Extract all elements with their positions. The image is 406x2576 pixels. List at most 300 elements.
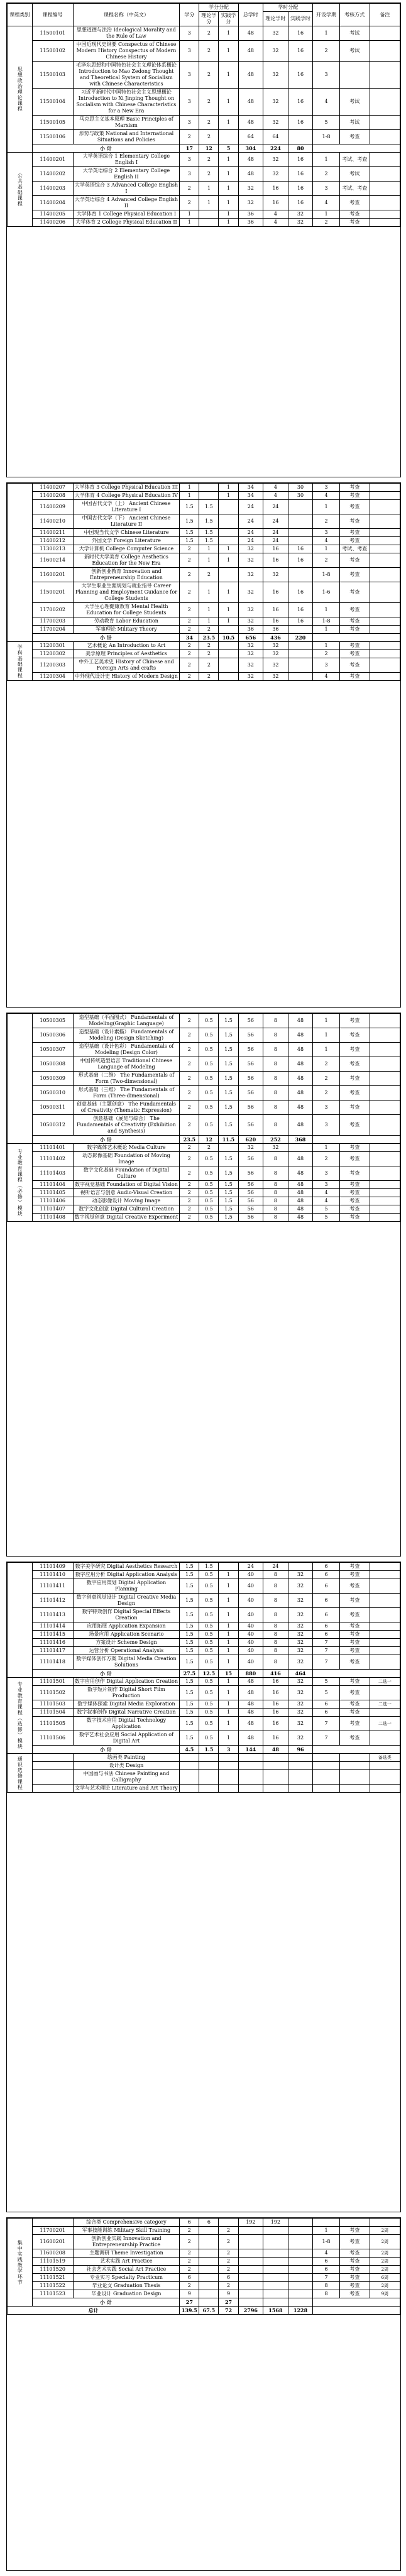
course-remarks xyxy=(370,62,400,89)
course-practice-credit: 1.5 xyxy=(219,1152,238,1166)
course-theory-credit: 2 xyxy=(199,673,219,681)
course-semester: 1 xyxy=(313,626,339,634)
category-cell: 学科基础课程 xyxy=(8,642,33,681)
course-practice-hours xyxy=(288,1144,313,1152)
course-remarks xyxy=(370,1181,400,1189)
course-practice-hours: 32 xyxy=(288,1731,313,1746)
course-name: 毛泽东思想和中国特色社会主义理论体系概论 Introduction to Mao Zedong Thought and Theoretical System of Socialism with Chinese Characteristics xyxy=(73,62,180,89)
course-theory-hours: 8 xyxy=(263,1608,288,1622)
course-assessment xyxy=(339,2219,370,2227)
course-practice-credit: 1 xyxy=(219,219,238,227)
subtotal-practice-hours: 80 xyxy=(288,144,313,153)
course-semester: 6 xyxy=(313,1622,339,1631)
table-row xyxy=(8,492,400,500)
header-hour-dist: 学时分配 xyxy=(263,4,313,12)
course-practice-hours: 32 xyxy=(288,1709,313,1717)
table-row xyxy=(8,1028,400,1043)
course-theory-credit: 0.5 xyxy=(199,1686,219,1700)
course-code: 11101404 xyxy=(32,1181,73,1189)
course-credits: 2 xyxy=(180,1205,199,1214)
course-practice-credit: 2 xyxy=(219,2249,238,2258)
course-credits: 2 xyxy=(180,553,199,568)
course-theory-hours: 32 xyxy=(263,650,288,658)
course-practice-hours xyxy=(288,1785,313,1793)
course-assessment: 考查 xyxy=(339,1152,370,1166)
course-code: 11101519 xyxy=(32,2258,73,2266)
course-semester: 6 xyxy=(313,1571,339,1579)
course-assessment: 考查 xyxy=(339,603,370,617)
course-semester: 2 xyxy=(313,1057,339,1072)
course-name: 场景应用 Application Scenario xyxy=(73,1631,180,1639)
table-row xyxy=(8,182,400,196)
subtotal-practice-hours: 368 xyxy=(288,1136,313,1144)
course-name: 思想道德与法治 Ideological Morality and the Rule of Law xyxy=(73,26,180,41)
subtotal-empty xyxy=(313,1670,400,1678)
course-code: 11500102 xyxy=(32,41,73,62)
course-code: 11700203 xyxy=(32,617,73,626)
course-total-hours: 56 xyxy=(238,1101,263,1115)
course-theory-credit: 1 xyxy=(199,553,219,568)
course-semester: 8 xyxy=(313,2290,339,2298)
subtotal-practice-hours: 464 xyxy=(288,1670,313,1678)
course-semester: 1 xyxy=(313,1028,339,1043)
course-assessment: 考查 xyxy=(339,626,370,634)
course-assessment xyxy=(339,62,370,89)
course-theory-hours: 16 xyxy=(263,1709,288,1717)
course-theory-hours: 16 xyxy=(263,582,288,603)
table-row xyxy=(8,2258,400,2266)
course-theory-credit: 0.5 xyxy=(199,1608,219,1622)
course-practice-hours: 16 xyxy=(288,196,313,210)
course-theory-hours: 8 xyxy=(263,1579,288,1594)
course-credits: 2 xyxy=(180,196,199,210)
course-practice-credit: 1.5 xyxy=(219,1197,238,1205)
header-practice-hours: 实践学时 xyxy=(288,12,313,26)
course-assessment: 考查 xyxy=(339,1166,370,1181)
course-theory-credit: 0.5 xyxy=(199,1700,219,1709)
subtotal-practice-credit: 15 xyxy=(219,1670,238,1678)
course-practice-credit xyxy=(219,1563,238,1571)
course-practice-credit: 1.5 xyxy=(219,1014,238,1028)
header-assessment: 考核方式 xyxy=(339,4,370,26)
course-semester: 4 xyxy=(313,537,339,545)
course-name: 动态影像基础 Foundation of Moving Image xyxy=(73,1152,180,1166)
course-practice-credit: 1 xyxy=(219,492,238,500)
course-remarks xyxy=(370,553,400,568)
course-total-hours: 40 xyxy=(238,1608,263,1622)
course-remarks: 2周 xyxy=(370,2258,400,2266)
course-credits: 2 xyxy=(180,568,199,582)
course-remarks xyxy=(370,658,400,673)
course-name: 大学计算机 College Computer Science xyxy=(73,545,180,553)
course-assessment: 考试、考查 xyxy=(339,153,370,167)
course-credits: 2 xyxy=(180,1181,199,1189)
course-code xyxy=(32,1770,73,1785)
course-theory-hours: 32 xyxy=(263,167,288,182)
course-assessment: 考查 xyxy=(339,2227,370,2235)
course-assessment: 考试 xyxy=(339,89,370,116)
course-assessment: 考查 xyxy=(339,1072,370,1086)
course-total-hours: 56 xyxy=(238,1014,263,1028)
course-semester: 2 xyxy=(313,167,339,182)
subtotal-row xyxy=(8,1670,400,1678)
course-credits: 3 xyxy=(180,41,199,62)
table-row xyxy=(8,1214,400,1222)
course-remarks: 二选一 xyxy=(370,1717,400,1731)
table-row xyxy=(8,1197,400,1205)
course-theory-credit: 1 xyxy=(199,603,219,617)
course-practice-credit: 1 xyxy=(219,1700,238,1709)
course-theory-credit xyxy=(199,1770,219,1785)
course-practice-hours xyxy=(288,1770,313,1785)
table-row xyxy=(8,617,400,626)
course-credits: 2 xyxy=(180,2258,199,2266)
course-code: 10500307 xyxy=(32,1043,73,1057)
course-table xyxy=(7,1562,400,1793)
course-assessment: 考查 xyxy=(339,1181,370,1189)
course-practice-credit: 1 xyxy=(219,1571,238,1579)
course-practice-credit xyxy=(219,130,238,144)
course-remarks: 2周 xyxy=(370,2249,400,2258)
course-practice-hours: 16 xyxy=(288,89,313,116)
course-total-hours xyxy=(238,2258,263,2266)
course-practice-credit: 1.5 xyxy=(219,1115,238,1136)
course-theory-credit: 1.5 xyxy=(199,1563,219,1571)
table-row xyxy=(8,210,400,219)
course-credits: 1.5 xyxy=(180,514,199,529)
course-assessment: 考试 xyxy=(339,41,370,62)
course-credits: 2 xyxy=(180,673,199,681)
table-row xyxy=(8,2235,400,2249)
table-row xyxy=(8,1057,400,1072)
course-semester: 3 xyxy=(313,1101,339,1115)
course-assessment: 考查 xyxy=(339,1622,370,1631)
course-practice-credit: 1 xyxy=(219,182,238,196)
course-theory-credit: 0.5 xyxy=(199,1214,219,1222)
course-theory-credit: 0.5 xyxy=(199,1043,219,1057)
course-theory-credit xyxy=(199,210,219,219)
course-theory-hours: 8 xyxy=(263,1115,288,1136)
course-practice-hours xyxy=(288,626,313,634)
course-practice-hours: 32 xyxy=(288,1655,313,1670)
course-name: 数字美学研究 Digital Aesthetics Research xyxy=(73,1563,180,1571)
table-row xyxy=(8,2249,400,2258)
course-remarks xyxy=(370,1762,400,1770)
course-credits: 1.5 xyxy=(180,537,199,545)
course-name: 数字文化基础 Foundation of Digital Culture xyxy=(73,1166,180,1181)
course-practice-hours: 32 xyxy=(288,1579,313,1594)
course-name: 创新创业实践 Innovation and Entrepreneurship Practice xyxy=(73,2235,180,2249)
course-assessment: 考查 xyxy=(339,500,370,514)
course-practice-hours: 32 xyxy=(288,1622,313,1631)
course-practice-credit: 2 xyxy=(219,2266,238,2274)
course-practice-credit: 1 xyxy=(219,89,238,116)
course-theory-hours xyxy=(263,1754,288,1762)
table-row xyxy=(8,1631,400,1639)
course-code: 11101407 xyxy=(32,1205,73,1214)
course-practice-credit: 1.5 xyxy=(219,1028,238,1043)
course-code: 11500105 xyxy=(32,116,73,130)
course-assessment: 考查 xyxy=(339,2249,370,2258)
course-total-hours xyxy=(238,2274,263,2282)
course-name: 数字应用策划 Digital Application Planning xyxy=(73,1579,180,1594)
course-theory-credit: 2 xyxy=(199,41,219,62)
course-semester: 3 xyxy=(313,529,339,537)
course-practice-credit: 1.5 xyxy=(219,1205,238,1214)
course-theory-credit: 1.5 xyxy=(199,529,219,537)
course-practice-credit: 1 xyxy=(219,545,238,553)
course-theory-credit: 0.5 xyxy=(199,1086,219,1101)
course-practice-hours: 32 xyxy=(288,1647,313,1655)
course-practice-hours xyxy=(288,2227,313,2235)
course-assessment: 考试、考查 xyxy=(339,182,370,196)
course-assessment: 考查 xyxy=(339,2282,370,2290)
course-semester xyxy=(313,1754,339,1762)
course-theory-credit: 0.5 xyxy=(199,1028,219,1043)
course-table xyxy=(7,483,400,681)
course-code: 11700204 xyxy=(32,626,73,634)
course-name: 数字应用分析 Digital Application Analysis xyxy=(73,1571,180,1579)
course-theory-hours: 64 xyxy=(263,130,288,144)
course-total-hours xyxy=(238,1785,263,1793)
course-practice-hours: 48 xyxy=(288,1152,313,1166)
course-total-hours: 24 xyxy=(238,537,263,545)
course-code: 10500308 xyxy=(32,1057,73,1072)
course-theory-hours: 4 xyxy=(263,210,288,219)
course-theory-credit: 2 xyxy=(199,62,219,89)
course-credits xyxy=(180,1785,199,1793)
course-remarks xyxy=(370,1152,400,1166)
course-assessment: 考查 xyxy=(339,1731,370,1746)
course-remarks xyxy=(370,1028,400,1043)
course-practice-hours: 16 xyxy=(288,26,313,41)
table-row xyxy=(8,1608,400,1622)
course-code: 11600208 xyxy=(32,2249,73,2258)
course-credits: 2 xyxy=(180,642,199,650)
course-assessment: 考查 xyxy=(339,1214,370,1222)
course-code: 11101406 xyxy=(32,1197,73,1205)
course-name: 数字媒体创作方案 Digital Media Creation Solutions xyxy=(73,1655,180,1670)
course-semester: 6 xyxy=(313,1700,339,1709)
course-practice-hours: 16 xyxy=(288,153,313,167)
course-theory-hours xyxy=(263,2235,288,2249)
course-practice-credit: 1 xyxy=(219,603,238,617)
subtotal-credits: 34 xyxy=(180,634,199,642)
grand-total-label: 总计 xyxy=(8,2307,180,2315)
course-credits: 6 xyxy=(180,2274,199,2282)
course-practice-credit: 1 xyxy=(219,1594,238,1608)
course-total-hours: 64 xyxy=(238,130,263,144)
course-semester: 3 xyxy=(313,1181,339,1189)
course-practice-hours xyxy=(288,2282,313,2290)
course-name: 毕业设计 Graduation Design xyxy=(73,2290,180,2298)
course-total-hours: 48 xyxy=(238,153,263,167)
course-practice-hours xyxy=(288,2258,313,2266)
course-practice-hours xyxy=(288,1762,313,1770)
page-4 xyxy=(6,1562,401,2212)
course-code: 11400210 xyxy=(32,514,73,529)
course-theory-credit: 2 xyxy=(199,116,219,130)
course-total-hours: 40 xyxy=(238,1571,263,1579)
course-semester: 1 xyxy=(313,26,339,41)
course-credits: 3 xyxy=(180,116,199,130)
header-credits: 学分 xyxy=(180,4,199,26)
course-theory-hours: 32 xyxy=(263,1144,288,1152)
course-code: 11700201 xyxy=(32,2227,73,2235)
subtotal-theory-hours: 416 xyxy=(263,1670,288,1678)
course-theory-hours: 32 xyxy=(263,26,288,41)
course-code: 11101411 xyxy=(32,1579,73,1594)
table-row xyxy=(8,514,400,529)
course-practice-credit: 1 xyxy=(219,1622,238,1631)
course-theory-hours: 4 xyxy=(263,219,288,227)
course-total-hours: 32 xyxy=(238,658,263,673)
course-total-hours: 32 xyxy=(238,545,263,553)
course-name: 大学体育 3 College Physical Education III xyxy=(73,484,180,492)
course-practice-credit: 1 xyxy=(219,153,238,167)
course-code: 11101401 xyxy=(32,1144,73,1152)
course-total-hours: 48 xyxy=(238,1700,263,1709)
course-theory-hours: 8 xyxy=(263,1197,288,1205)
course-credits xyxy=(180,1754,199,1762)
course-semester: 6 xyxy=(313,1631,339,1639)
course-credits: 1.5 xyxy=(180,1639,199,1647)
course-code: 11101415 xyxy=(32,1631,73,1639)
course-theory-credit: 0.5 xyxy=(199,1731,219,1746)
course-code: 11101403 xyxy=(32,1166,73,1181)
course-semester: 1-8 xyxy=(313,617,339,626)
course-total-hours: 36 xyxy=(238,210,263,219)
table-row xyxy=(8,130,400,144)
course-remarks xyxy=(370,603,400,617)
course-remarks xyxy=(370,1086,400,1101)
course-code: 11500101 xyxy=(32,26,73,41)
course-total-hours: 56 xyxy=(238,1181,263,1189)
page-5 xyxy=(6,2217,401,2571)
table-row xyxy=(8,1678,400,1686)
course-assessment: 考查 xyxy=(339,617,370,626)
course-semester: 3 xyxy=(313,62,339,89)
course-practice-credit: 1 xyxy=(219,484,238,492)
course-semester: 1 xyxy=(313,210,339,219)
course-code: 11101522 xyxy=(32,2282,73,2290)
course-assessment: 考查 xyxy=(339,1631,370,1639)
course-credits: 2 xyxy=(180,2235,199,2249)
course-semester: 6 xyxy=(313,1563,339,1571)
course-name: 中国现当代文学 Chinese Literature xyxy=(73,529,180,537)
course-theory-credit xyxy=(199,2266,219,2274)
course-credits: 1.5 xyxy=(180,1571,199,1579)
course-credits: 2 xyxy=(180,1197,199,1205)
course-total-hours xyxy=(238,2227,263,2235)
course-practice-credit: 1.5 xyxy=(219,1166,238,1181)
course-assessment: 考查 xyxy=(339,1594,370,1608)
course-theory-credit xyxy=(199,1785,219,1793)
table-row xyxy=(8,1043,400,1057)
course-name: 数字叙事创作 Digital Narrative Creation xyxy=(73,1709,180,1717)
course-name: 大学英语综合 4 Advanced College English II xyxy=(73,196,180,210)
course-theory-hours: 16 xyxy=(263,182,288,196)
course-name: 劳动教育 Labor Education xyxy=(73,617,180,626)
course-remarks xyxy=(370,500,400,514)
course-theory-credit: 0.5 xyxy=(199,1655,219,1670)
course-name: 外国文学 Foreign Literature xyxy=(73,537,180,545)
course-semester: 1 xyxy=(313,545,339,553)
course-remarks xyxy=(370,1166,400,1181)
course-total-hours xyxy=(238,2235,263,2249)
course-practice-hours: 16 xyxy=(288,182,313,196)
course-theory-hours: 24 xyxy=(263,514,288,529)
subtotal-row xyxy=(8,144,400,153)
subtotal-credits: 27 xyxy=(180,2298,199,2307)
course-total-hours: 56 xyxy=(238,1189,263,1197)
course-assessment: 考查 xyxy=(339,1709,370,1717)
course-name: 综合类 Comprehensive category xyxy=(73,2219,180,2227)
course-code: 11101505 xyxy=(32,1717,73,1731)
course-remarks xyxy=(370,196,400,210)
course-credits: 1.5 xyxy=(180,1717,199,1731)
course-assessment: 考查 xyxy=(339,1115,370,1136)
course-assessment xyxy=(339,1785,370,1793)
page-1 xyxy=(6,3,401,477)
course-code: 11101405 xyxy=(32,1189,73,1197)
course-name: 艺术实践 Art Practice xyxy=(73,2258,180,2266)
course-credits: 1.5 xyxy=(180,1647,199,1655)
course-theory-hours: 8 xyxy=(263,1014,288,1028)
course-credits: 2 xyxy=(180,1086,199,1101)
course-credits: 2 xyxy=(180,130,199,144)
course-semester: 1 xyxy=(313,1043,339,1057)
course-name: 绘画类 Painting xyxy=(73,1754,180,1762)
course-table xyxy=(7,2218,400,2315)
subtotal-practice-credit: 3 xyxy=(219,1746,238,1754)
category-cell: 思想政治理论课程 xyxy=(8,26,33,153)
course-practice-hours xyxy=(288,673,313,681)
course-name: 中国近现代史纲要 Conspectus of Chinese Modern History Conspectus of Modern Chinese History xyxy=(73,41,180,62)
course-theory-hours: 24 xyxy=(263,529,288,537)
course-theory-hours: 32 xyxy=(263,116,288,130)
course-remarks: 2周 xyxy=(370,2227,400,2235)
course-assessment: 考查 xyxy=(339,1639,370,1647)
course-theory-hours: 8 xyxy=(263,1639,288,1647)
table-row xyxy=(8,1086,400,1101)
course-theory-credit xyxy=(199,1754,219,1762)
course-theory-hours: 8 xyxy=(263,1101,288,1115)
course-table xyxy=(7,3,400,227)
course-practice-credit: 1 xyxy=(219,116,238,130)
course-name: 数字文化创意 Digital Cultural Creation xyxy=(73,1205,180,1214)
course-total-hours: 32 xyxy=(238,196,263,210)
course-code: 11400203 xyxy=(32,182,73,196)
course-assessment: 考查 xyxy=(339,1686,370,1700)
course-theory-credit: 0.5 xyxy=(199,1189,219,1197)
course-credits: 2 xyxy=(180,1101,199,1115)
course-credits: 2 xyxy=(180,1043,199,1057)
course-practice-hours: 32 xyxy=(288,1631,313,1639)
course-name: 大学体育 4 College Physical Education IV xyxy=(73,492,180,500)
course-code: 11101523 xyxy=(32,2290,73,2298)
table-row xyxy=(8,1072,400,1086)
course-theory-hours: 32 xyxy=(263,41,288,62)
table-row xyxy=(8,2290,400,2298)
table-row xyxy=(8,196,400,210)
course-theory-hours xyxy=(263,2258,288,2266)
course-name: 社会艺术实践 Social Art Practice xyxy=(73,2266,180,2274)
course-name: 艺术概论 An Introduction to Art xyxy=(73,642,180,650)
course-assessment: 考查 xyxy=(339,582,370,603)
course-theory-hours xyxy=(263,2274,288,2282)
course-total-hours: 40 xyxy=(238,1631,263,1639)
